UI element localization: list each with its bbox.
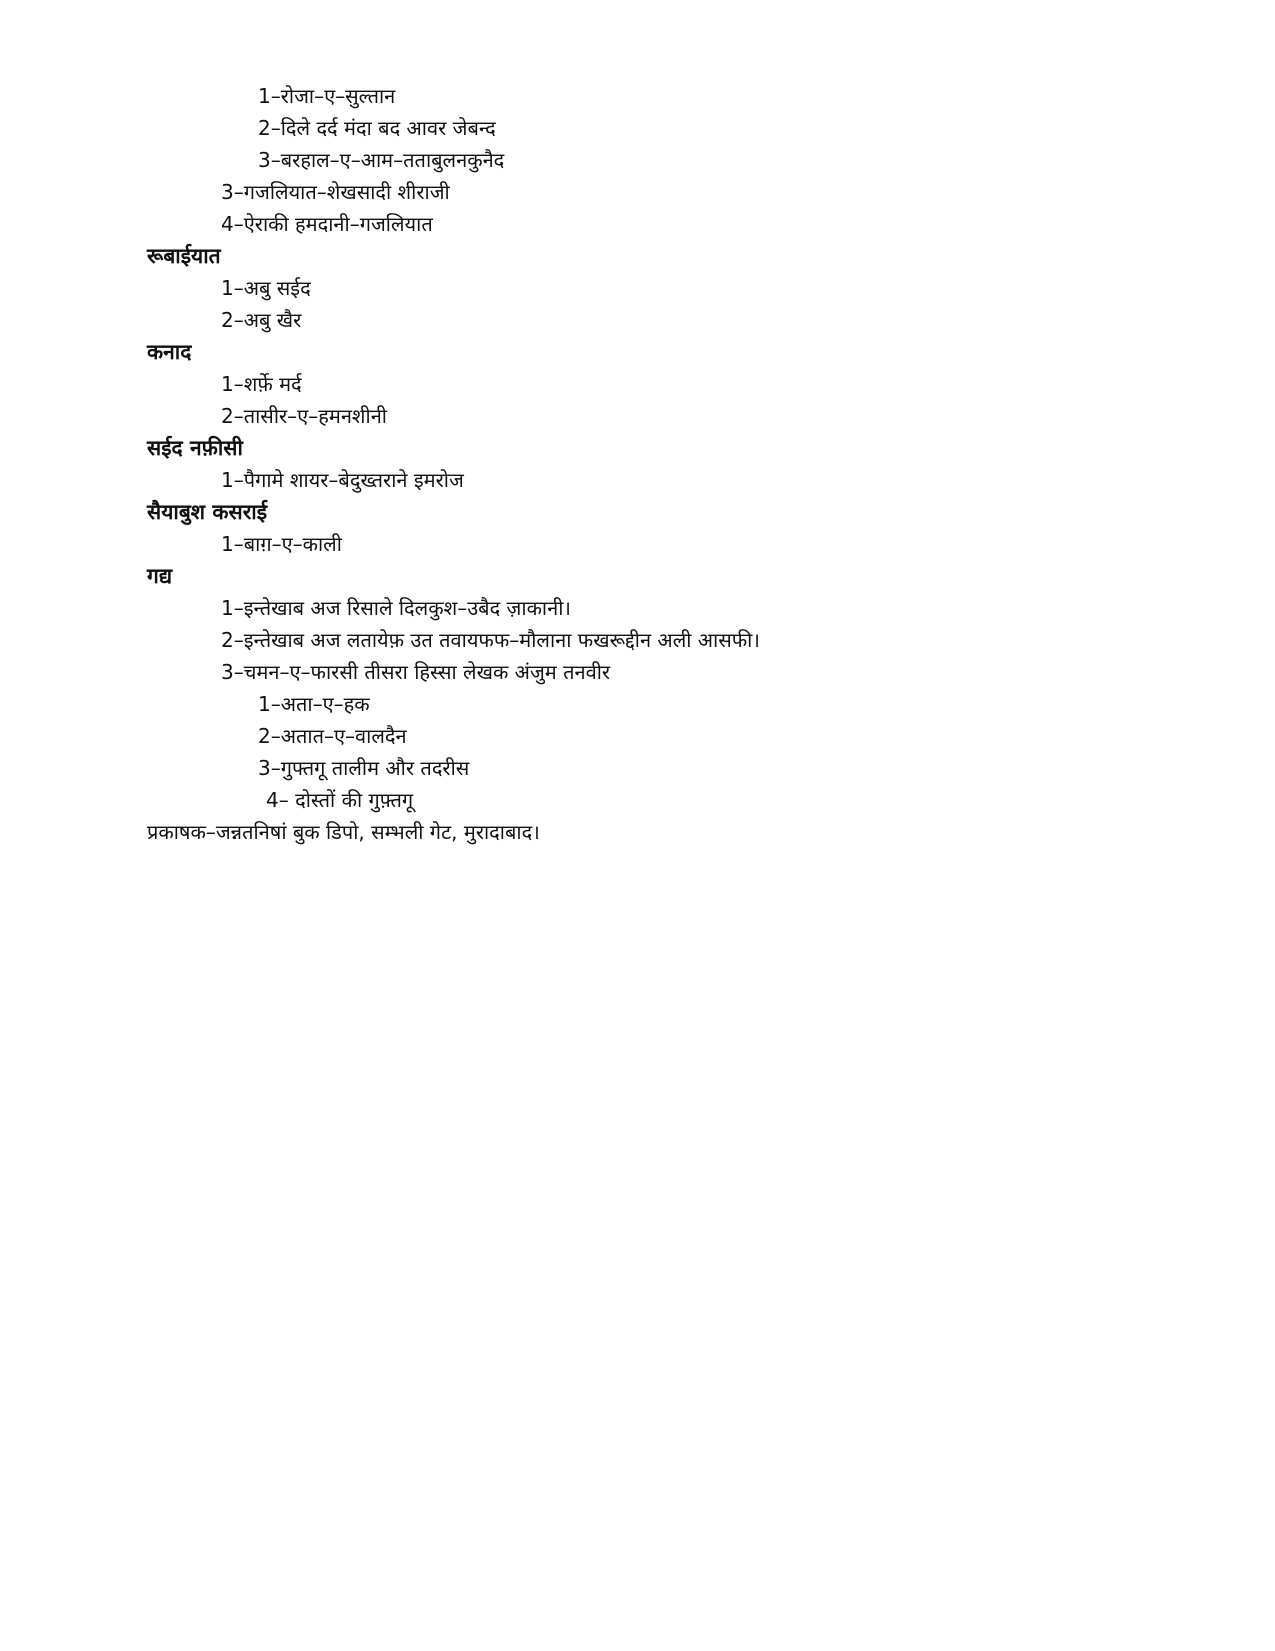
section-heading: गद्य xyxy=(147,564,173,588)
text-line: 2–दिले दर्द मंदा बद आवर जेबन्द xyxy=(258,116,496,140)
text-line: 4– दोस्तों की गुफ़्तगू xyxy=(266,788,414,812)
text-line: 3–चमन–ए–फारसी तीसरा हिस्सा लेखक अंजुम तनवीर xyxy=(221,660,611,684)
text-line: 2–अतात–ए–वालदैन xyxy=(258,724,407,748)
section-heading: सैयाबुश कसराई xyxy=(147,500,268,524)
text-line: 2–अबु खैर xyxy=(221,308,302,332)
text-line: 2–तासीर–ए–हमनशीनी xyxy=(221,404,387,428)
section-heading: सईद नफ़ीसी xyxy=(147,436,243,460)
section-heading: कनाद xyxy=(147,340,192,364)
text-line: 1–रोजा–ए–सुल्तान xyxy=(258,84,396,108)
text-line: 1–अबु सईद xyxy=(221,276,311,300)
publisher-line: प्रकाषक–जन्नतनिषां बुक डिपो, सम्भली गेट, मुरादाबाद। xyxy=(147,820,540,844)
text-line: 1–बाग़–ए–काली xyxy=(221,532,342,556)
text-line: 1–पैगामे शायर–बेदुख्तराने इमरोज xyxy=(221,468,464,492)
text-line: 2–इन्तेखाब अज लतायेफ़ उत तवायफफ–मौलाना फखरूद्दीन अली आसफी। xyxy=(221,628,760,652)
text-line: 3–गजलियात–शेखसादी शीराजी xyxy=(221,180,450,204)
text-line: 1–इन्तेखाब अज रिसाले दिलकुश–उबैद ज़ाकानी। xyxy=(221,596,571,620)
text-line: 1–अता–ए–हक xyxy=(258,692,370,716)
text-line: 3–गुफ्तगू तालीम और तदरीस xyxy=(258,756,470,780)
text-line: 1–शर्फ़े मर्द xyxy=(221,372,302,396)
section-heading: रूबाईयात xyxy=(147,244,221,268)
text-line: 4–ऐराकी हमदानी–गजलियात xyxy=(221,212,433,236)
text-line: 3–बरहाल–ए–आम–तताबुलनकुनैद xyxy=(258,148,505,172)
